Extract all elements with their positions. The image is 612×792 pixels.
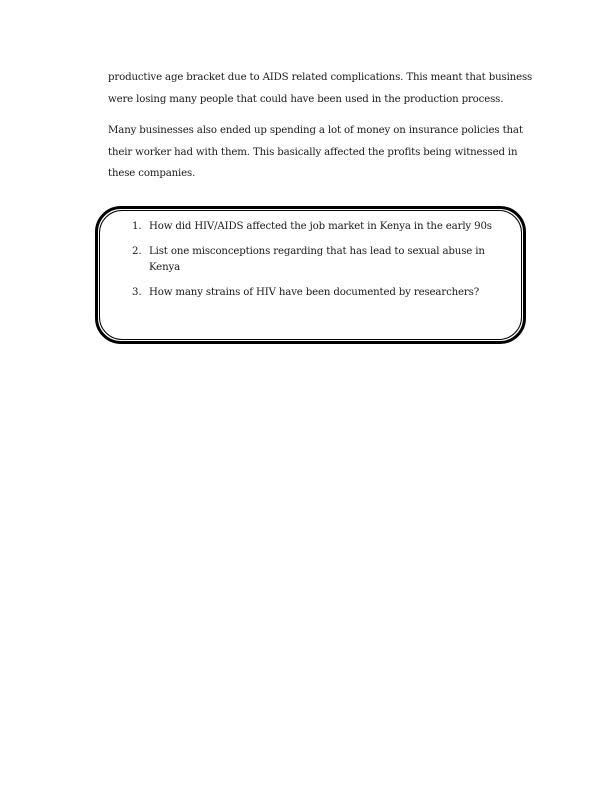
paragraph-line: these companies.	[108, 168, 196, 179]
paragraph-line: productive age bracket due to AIDS related complications. This meant that business	[108, 72, 533, 83]
question-number: 2.	[132, 246, 142, 257]
question-item	[132, 219, 512, 235]
question-item	[132, 285, 512, 301]
question-text: List one misconceptions regarding that has lead to sexual abuse in Kenya	[149, 246, 485, 273]
question-text: How many strains of HIV have been documented by researchers?	[149, 287, 480, 298]
question-number: 3.	[132, 287, 142, 298]
paragraph-line: were losing many people that could have been used in the production process.	[108, 93, 504, 105]
paragraph-line: their worker had with them. This basically affected the profits being witnessed in	[108, 146, 518, 158]
question-text: How did HIV/AIDS affected the job market in Kenya in the early 90s	[149, 221, 492, 232]
paragraph-line: Many businesses also ended up spending a lot of money on insurance policies that	[108, 125, 523, 136]
question-number: 1.	[132, 221, 142, 232]
body-paragraph	[108, 120, 548, 185]
question-list	[132, 219, 512, 310]
question-item	[132, 244, 512, 276]
body-paragraph	[108, 67, 548, 110]
